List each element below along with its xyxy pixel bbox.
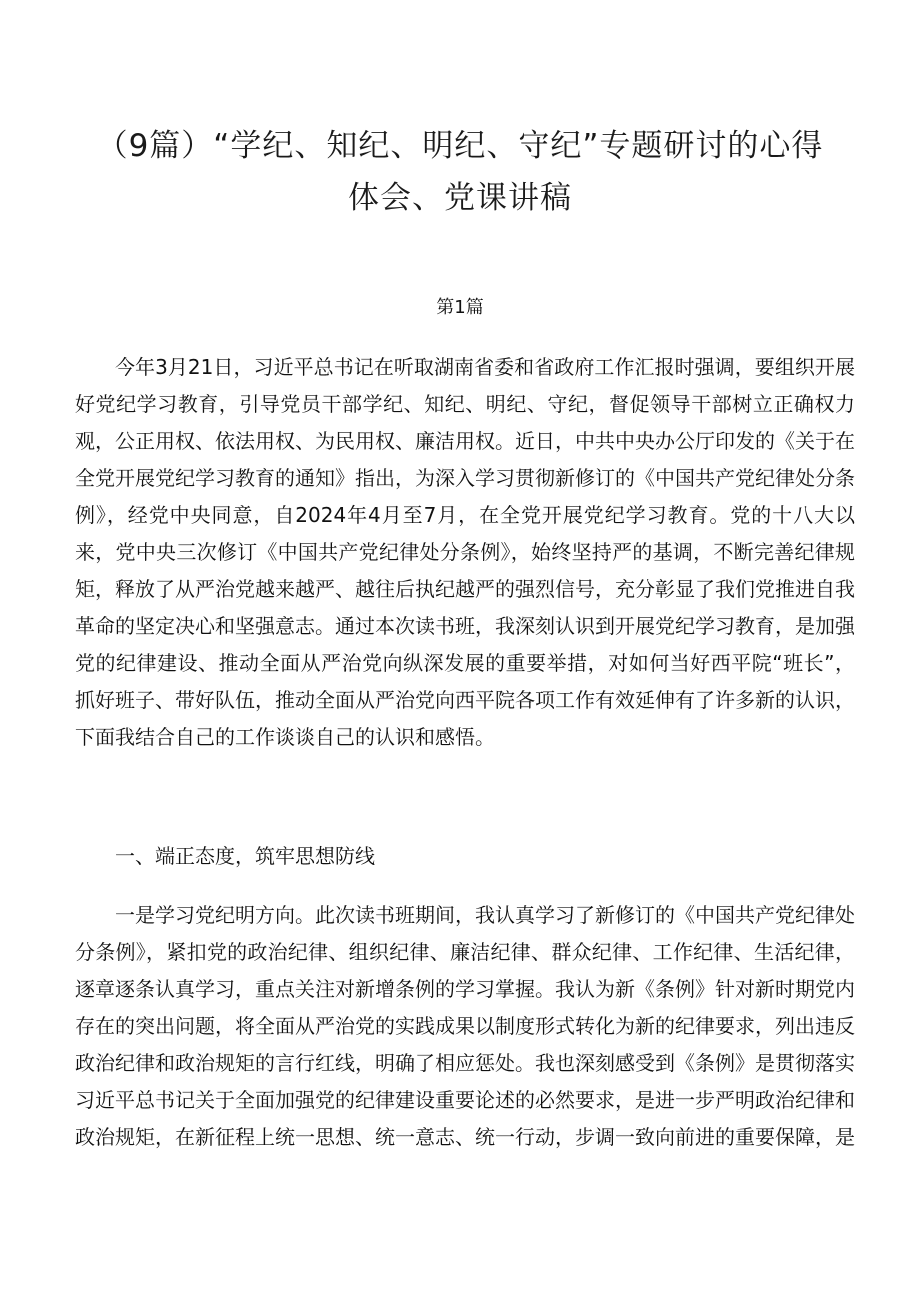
paragraph-2: 一是学习党纪明方向。此次读书班期间，我认真学习了新修订的《中国共产党纪律处分条例》，紧扣党的政治纪律、组织纪律、廉洁纪律、群众纪律、工作纪律、生活纪律，逐章逐条认真学习，重点关注对新增条例的学习掌握。我认为新《条例》针对新时期党内存在的突出问题，将全面从严治党的实践成果以制度形式转化为新的纪律要求，列出违反政治纪律和政治规矩的言行红线，明确了相应惩处。我也深刻感受到《条例》是贯彻落实习近平总书记关于全面加强党的纪律建设重要论述的必然要求，是进一步严明政治纪律和政治规矩，在新征程上统一思想、统一意志、统一行动，步调一致向前进的重要保障，是 [75, 903, 855, 1149]
section-heading-1: 一、端正态度，筑牢思想防线 [115, 844, 375, 868]
paragraph-1: 今年3月21日，习近平总书记在听取湖南省委和省政府工作汇报时强调，要组织开展好党纪学习教育，引导党员干部学纪、知纪、明纪、守纪，督促领导干部树立正确权力观，公正用权、依法用权、为民用权、廉洁用权。近日，中共中央办公厅印发的《关于在全党开展党纪学习教育的通知》指出，为深入学习贯彻新修订的《中国共产党纪律处分条例》，经党中央同意，自2024年4月至7月，在全党开展党纪学习教育。党的十八大以来，党中央三次修订《中国共产党纪律处分条例》，始终坚持严的基调，不断完善纪律规矩，释放了从严治党越来越严、越往后执纪越严的强烈信号，充分彰显了我们党推进自我革命的坚定决心和坚强意志。通过本次读书班，我深刻认识到开展党纪学习教育，是加强党的纪律建设、推动全面从严治党向纵深发展的重要举措，对如何当好西平院“班长”，抓好班子、带好队伍，推动全面从严治党向西平院各项工作有效延伸有了许多新的认识，下面我结合自己的工作谈谈自己的认识和感悟。 [75, 355, 855, 749]
document-title: （9篇）“学纪、知纪、明纪、守纪”专题研讨的心得体会、党课讲稿 [96, 128, 824, 216]
section-label: 第1篇 [436, 297, 484, 318]
